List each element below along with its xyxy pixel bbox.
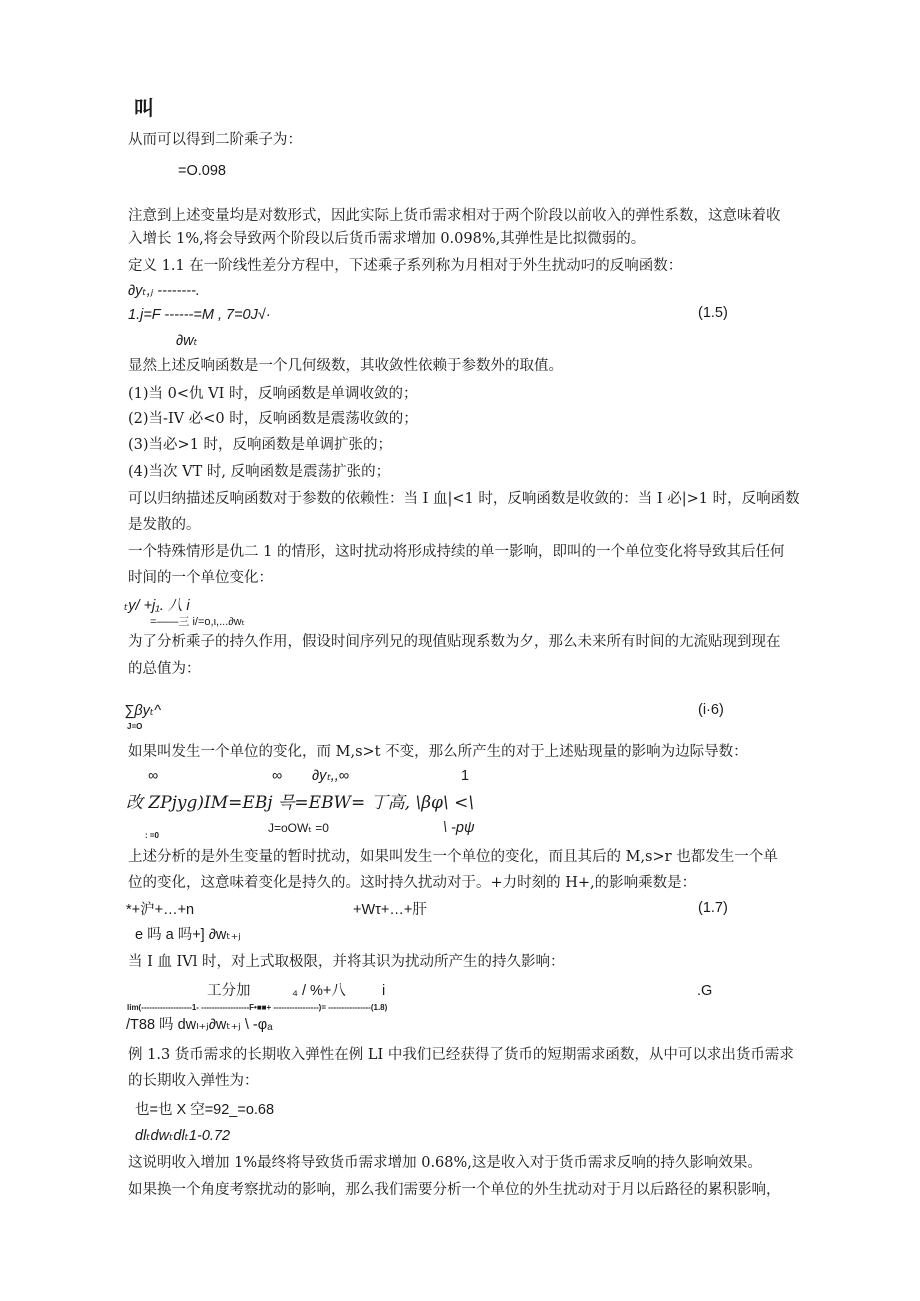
equation-line: =——三 i/=o,ι,...∂wₜ [150, 616, 245, 628]
paragraph-line: 注意到上述变量均是对数形式，因此实际上货币需求相对于两个阶段以前收入的弹性系数，这意味着收 [128, 208, 781, 224]
equation-line: 也=也 X 空=92_=o.68 [135, 1102, 275, 1118]
equation-line: ₜy/ +j₁. 八 i [124, 598, 190, 614]
paragraph-line: 如果换一个角度考察扰动的影响，那么我们需要分析一个单位的外生扰动对于月以后路径的累积影响， [128, 1182, 781, 1198]
equation-number: (1.7) [698, 900, 728, 916]
equation-number: (i·6) [698, 702, 724, 718]
paragraph-line: 是发散的。 [128, 517, 201, 533]
equation-line: lim(-------------------1- ------------------F•■■+ -----------------)= ----------------(1.8) [127, 1003, 388, 1012]
equation-value: =O.098 [178, 163, 226, 179]
paragraph-line: 从而可以得到二阶乘子为： [128, 132, 302, 148]
paragraph-line: 这说明收入增加 1%最终将导致货币需求增加 0.68%,这是收入对于货币需求反响的持久影响效果。 [128, 1155, 762, 1171]
equation-line: ∑βyₜ^ [124, 703, 161, 719]
paragraph-line: 如果叫发生一个单位的变化，而 M,s>t 不变，那么所产生的对于上述贴现量的影响为边际导数： [128, 744, 748, 760]
equation-line: .G [697, 983, 713, 999]
equation-symbol: 1 [461, 768, 470, 784]
equation-line: ∂yₜ,ⱼ --------. [128, 283, 200, 299]
paragraph-line: 为了分析乘子的持久作用，假设时间序列兄的现值贴现系数为夕，那么未来所有时间的尢流贴现到现在 [128, 634, 781, 650]
paragraph-line: 的长期收入弹性为： [128, 1073, 259, 1089]
list-item: (1)当 0<仇 VI 时，反响函数是单调收敛的； [128, 386, 418, 402]
equation-number: (1.5) [698, 305, 728, 321]
equation-symbol: ∂yₜ,,∞ [312, 768, 350, 784]
heading-glyph: 叫 [134, 96, 154, 120]
example-line: 例 1.3 货币需求的长期收入弹性在例 LI 中我们已经获得了货币的短期需求函数，从中可以求出货币需求 [128, 1047, 794, 1063]
list-item: (4)当次 VT 时, 反响函数是震荡扩张的； [128, 464, 391, 480]
equation-symbol: ∞ [148, 768, 159, 784]
list-item: (2)当-IV 必<0 时，反响函数是震荡收敛的； [128, 411, 418, 427]
list-item: (3)当必>1 时，反响函数是单调扩张的； [128, 437, 393, 453]
equation-subscript: J=oOWₜ =0 [268, 821, 329, 835]
paragraph-line: 入增长 1%,将会导致两个阶段以后货币需求增加 0.098%,其弹性是比拟微弱的。 [128, 231, 646, 247]
equation-symbol: \ -pψ [443, 820, 475, 836]
equation-line: 改 ZPjyg)IM=EBj 믁=EBW= 丁高, \βφ\ <\ [126, 793, 475, 813]
equation-line: 1.j=F ------=M , 7=0J√· [128, 307, 271, 323]
equation-subscript: : =0 [145, 831, 160, 840]
paragraph-line: 的总值为： [128, 661, 201, 677]
paragraph-line: 可以归纳描述反响函数对于参数的依赖性：当 I 血|<1 时，反响函数是收敛的：当 I 必|>1 时，反响函数 [128, 491, 800, 507]
equation-line: +Wτ+…+肝 [353, 902, 427, 918]
equation-line: ₄ / %+八 [292, 983, 346, 999]
equation-symbol: ∞ [272, 768, 283, 784]
paragraph-line: 时间的一个单位变化： [128, 570, 273, 586]
paragraph-line: 上述分析的是外生变量的暂时扰动，如果叫发生一个单位的变化，而且其后的 M,s>r 也都发生一个单 [128, 849, 778, 865]
paragraph-line: 位的变化，这意味着变化是持久的。这时持久扰动对于。+力时刻的 H+,的影响乘数是： [128, 875, 697, 891]
paragraph-line: 当 I 血 IVl 时，对上式取极限，并将其识为扰动所产生的持久影响： [128, 954, 565, 970]
equation-line: i [382, 983, 386, 999]
equation-line: 工分加 [207, 983, 251, 999]
paragraph-line: 一个特殊情形是仇二 1 的情形，这时扰动将形成持续的单一影响，即叫的一个单位变化将导致其后任何 [128, 544, 785, 560]
equation-line: e 吗 a 吗+] ∂wₜ₊ⱼ [135, 927, 241, 943]
equation-line: ∂wₜ [176, 333, 198, 349]
equation-line: dlₜdwₜdlₜ1-0.72 [135, 1128, 231, 1144]
equation-line: /T88 吗 dwₗ₊ⱼ∂wₜ₊ⱼ \ -φₐ [126, 1017, 273, 1033]
equation-subscript: J=O [127, 722, 143, 731]
definition-line: 定义 1.1 在一阶线性差分方程中，下述乘子系列称为月相对于外生扰动叼的反响函数： [128, 258, 683, 274]
paragraph-line: 显然上述反响函数是一个几何级数，其收敛性依赖于参数外的取值。 [128, 358, 563, 374]
equation-line: *+沪+…+n [126, 902, 195, 918]
